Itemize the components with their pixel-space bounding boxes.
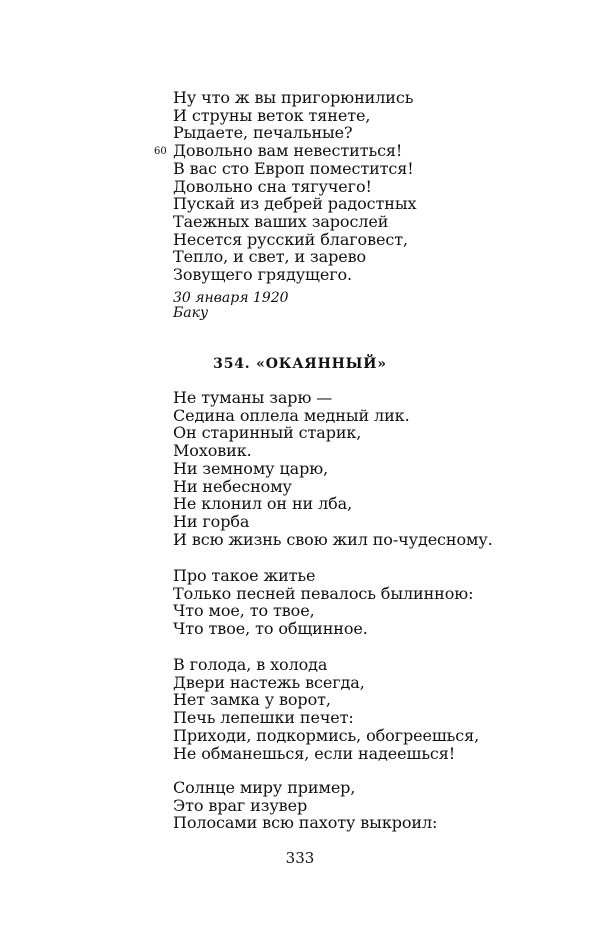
poem-line: Нет замка у ворот, [173, 690, 331, 710]
poem-line: Седина оплела медный лик. [173, 405, 410, 425]
poem-line: Не клонил он ни лба, [173, 494, 353, 514]
poem-line: В голода, в холода [173, 655, 328, 674]
poem-title: 354. «ОКАЯННЫЙ» [213, 356, 387, 372]
poem-line: Полосами всю пахоту выкроил: [173, 813, 438, 833]
poem-line: Довольно сна тягучего! [173, 176, 372, 196]
poem-stanza-3 [173, 656, 479, 762]
poem-place: Баку [173, 305, 209, 321]
poem-line: Приходи, подкормись, обогреешься, [173, 725, 480, 745]
poem-line: Довольно вам невеститься! [173, 141, 403, 161]
poem-line: Это враг изувер [173, 795, 308, 815]
poem-line: Моховик. [173, 441, 252, 461]
poem-line: И всю жизнь свою жил по-чудесному. [173, 529, 493, 549]
poem-line: В вас сто Европ поместится! [173, 158, 414, 178]
poem-line: Таежных ваших зарослей [173, 211, 389, 231]
poem-line: Пускай из дебрей радостных [173, 194, 417, 214]
poem-line: Тепло, и свет, и зарево [173, 247, 367, 267]
poem-line: Рыдаете, печальные? [173, 123, 353, 143]
poem-line: Ни небесному [173, 476, 292, 496]
page-number: 333 [285, 849, 315, 867]
poem-line: Не туманы зарю — [173, 388, 333, 407]
poem-stanza-2 [173, 567, 473, 638]
poem-line: Не обманешься, если надеешься! [173, 743, 456, 763]
poem-line: Ни земному царю, [173, 458, 329, 478]
poem-stanza-4 [173, 779, 437, 832]
poem-line: Ни горба [173, 511, 250, 531]
poem-line: Ну что ж вы пригорюнились [173, 88, 414, 107]
poem-line: Про такое житье [173, 566, 316, 585]
poem-line: Солнце миру пример, [173, 778, 356, 797]
poem-line: Он старинный старик, [173, 423, 362, 443]
continued-poem-stanza [173, 89, 416, 284]
poem-line: И струны веток тянете, [173, 105, 371, 125]
poem-date: 30 января 1920 [173, 290, 289, 306]
poem-line: Несется русский благовест, [173, 229, 408, 249]
poem-line: Зовущего грядущего. [173, 265, 352, 285]
poem-stanza-1 [173, 389, 493, 548]
poem-line: Печь лепешки печет: [173, 708, 354, 728]
poem-line: Двери настежь всегда, [173, 672, 365, 692]
poem-line: Что мое, то твое, [173, 601, 315, 621]
line-number-marker: 60 [154, 146, 167, 157]
poem-line: Что твое, то общинное. [173, 619, 368, 639]
poem-line: Только песней певалось былинною: [173, 583, 474, 603]
